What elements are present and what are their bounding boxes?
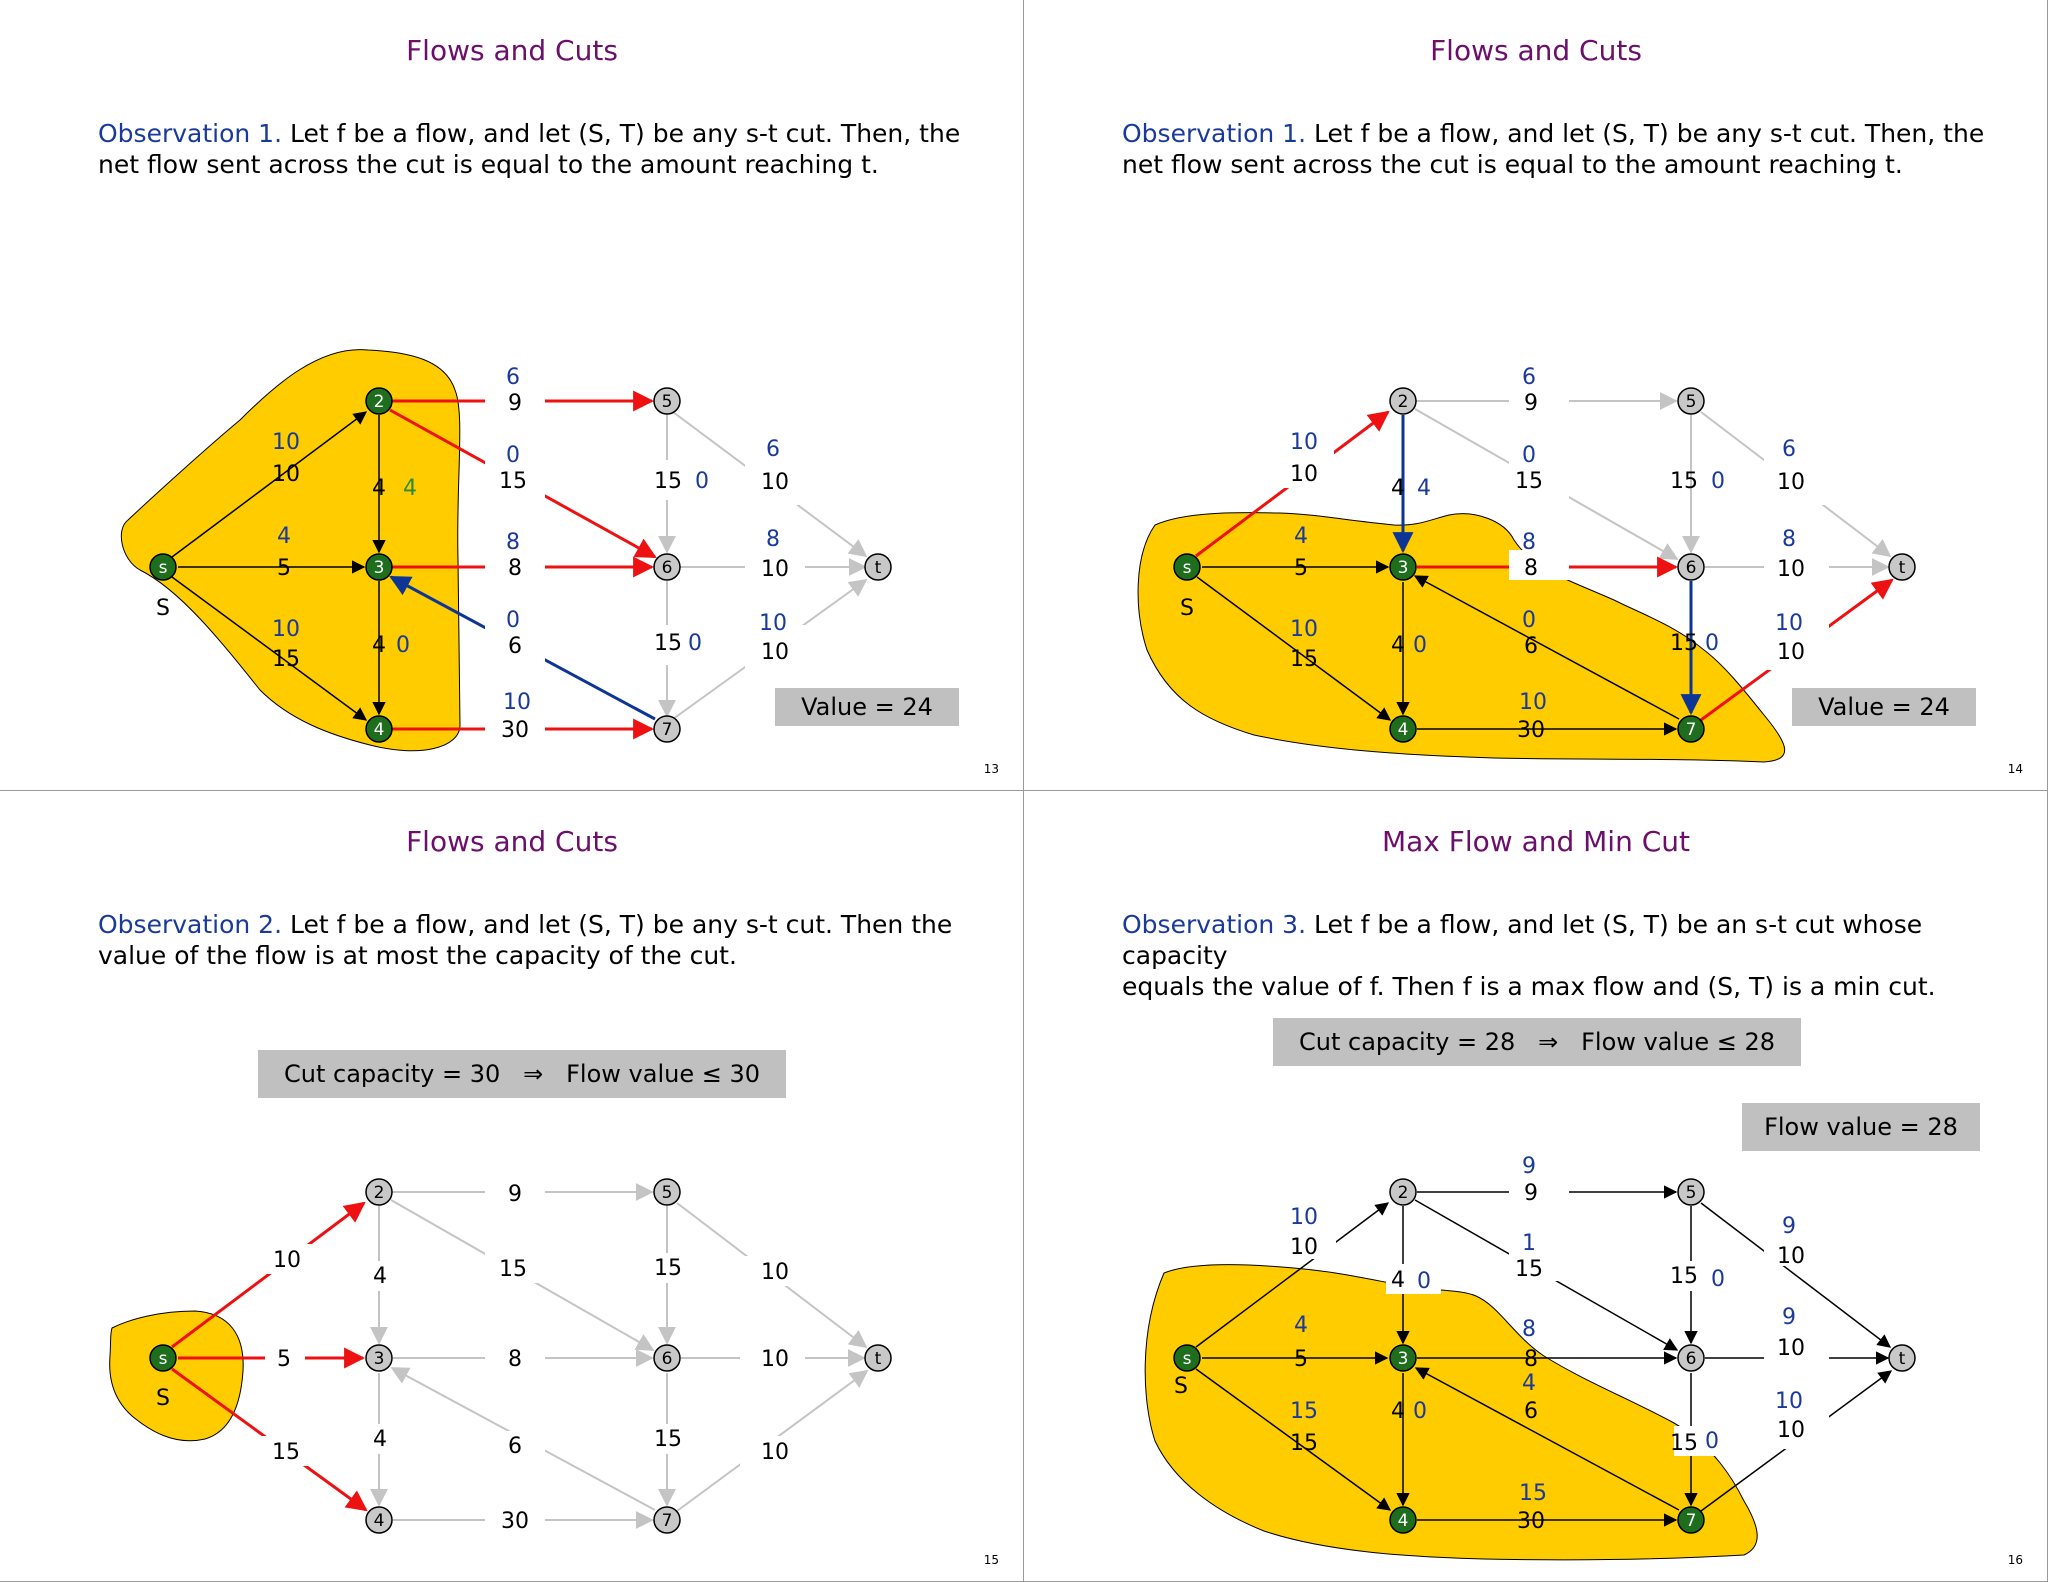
- observation-line2: net flow sent across the cut is equal to the amount reaching t.: [1122, 150, 1903, 179]
- label-23-cap: 4: [372, 476, 386, 501]
- node-4: [1390, 716, 1416, 742]
- label-47-cap: 30: [1517, 1509, 1545, 1534]
- node-6: [1678, 1345, 1704, 1371]
- node-4: [366, 716, 392, 742]
- observation-line2: equals the value of f. Then f is a max flow and (S, T) is a min cut.: [1122, 972, 1936, 1001]
- label-25-cap: 9: [1524, 391, 1538, 416]
- label-26-flow: 0: [506, 443, 520, 468]
- label-73-cap: 6: [508, 634, 522, 659]
- flow-network-diagram: [0, 0, 1024, 791]
- label-s4-cap: 15: [272, 647, 300, 672]
- label-26-cap: 15: [499, 1257, 527, 1282]
- label-s3-flow: 4: [277, 524, 291, 549]
- label-23-flow: 4: [403, 476, 417, 501]
- label-36-flow: 8: [1522, 1317, 1536, 1342]
- label-25-flow: 6: [506, 365, 520, 390]
- label-5t-flow: 6: [766, 437, 780, 462]
- node-2: [1390, 388, 1416, 414]
- label-6t-flow: 9: [1782, 1305, 1796, 1330]
- label-s2-cap: 10: [1290, 1235, 1318, 1260]
- label-23-cap: 4: [1391, 1268, 1405, 1293]
- label-s4-flow: 10: [272, 617, 300, 642]
- label-73-flow: 4: [1522, 1371, 1536, 1396]
- label-23-flow: 0: [1417, 1269, 1431, 1294]
- svg-text:6: 6: [1685, 558, 1697, 578]
- label-73-flow: 0: [1522, 608, 1536, 633]
- label-26-cap: 15: [1515, 469, 1543, 494]
- label-26-cap: 15: [1515, 1257, 1543, 1282]
- label-47-flow: 15: [1519, 1481, 1547, 1506]
- label-73-cap: 6: [508, 1434, 522, 1459]
- node-3: [366, 554, 392, 580]
- label-s2-flow: 10: [1290, 430, 1318, 455]
- svg-text:2: 2: [373, 392, 385, 412]
- cut-region: [110, 1311, 244, 1441]
- label-67-flow: 0: [1705, 631, 1719, 656]
- svg-text:5: 5: [1685, 392, 1697, 412]
- label-47-cap: 30: [501, 718, 529, 743]
- label-67-cap: 15: [1670, 631, 1698, 656]
- set-label: S: [1180, 596, 1194, 621]
- label-47-flow: 10: [1519, 690, 1547, 715]
- label-25-cap: 9: [508, 391, 522, 416]
- node-2: [1390, 1179, 1416, 1205]
- node-6: [654, 1345, 680, 1371]
- node-5: [654, 388, 680, 414]
- node-t: [1889, 554, 1915, 580]
- svg-text:6: 6: [661, 558, 673, 578]
- label-47-cap: 30: [1517, 718, 1545, 743]
- svg-text:t: t: [874, 1349, 882, 1369]
- label-67-flow: 0: [688, 631, 702, 656]
- label-s2-cap: 10: [273, 1248, 301, 1273]
- label-34-flow: 0: [1413, 1399, 1427, 1424]
- label-s2-cap: 10: [1290, 462, 1318, 487]
- node-t: [865, 1345, 891, 1371]
- label-7t-flow: 10: [1775, 611, 1803, 636]
- label-26-flow: 1: [1522, 1231, 1536, 1256]
- svg-text:7: 7: [1685, 1511, 1697, 1531]
- observation-line1: Let f be a flow, and let (S, T) be an s-t cut whose capacity: [1122, 910, 1923, 970]
- svg-text:3: 3: [1397, 1349, 1409, 1369]
- svg-text:s: s: [1182, 558, 1192, 578]
- label-s2-flow: 10: [272, 430, 300, 455]
- cut-capacity-box: Cut capacity = 30 ⇒ Flow value ≤ 30: [258, 1050, 786, 1098]
- svg-text:s: s: [1182, 1349, 1192, 1369]
- node-5: [654, 1179, 680, 1205]
- cut-capacity-box: Cut capacity = 28 ⇒ Flow value ≤ 28: [1273, 1018, 1801, 1066]
- svg-text:t: t: [1898, 1349, 1906, 1369]
- node-4: [366, 1507, 392, 1533]
- cut-region: [121, 350, 460, 751]
- label-73-cap: 6: [1524, 634, 1538, 659]
- label-67-cap: 15: [1670, 1431, 1698, 1456]
- node-7: [1678, 716, 1704, 742]
- svg-text:2: 2: [1397, 1183, 1409, 1203]
- label-25-flow: 9: [1522, 1154, 1536, 1179]
- label-47-flow: 10: [503, 690, 531, 715]
- label-s3-cap: 5: [1294, 1347, 1308, 1372]
- label-56-cap: 15: [1670, 469, 1698, 494]
- svg-text:3: 3: [1397, 558, 1409, 578]
- svg-text:4: 4: [373, 1511, 385, 1531]
- label-6t-cap: 10: [761, 1347, 789, 1372]
- label-36-cap: 8: [1524, 556, 1538, 581]
- node-t: [1889, 1345, 1915, 1371]
- node-3: [366, 1345, 392, 1371]
- slide-title: Flows and Cuts: [1430, 34, 1642, 67]
- label-7t-cap: 10: [761, 1440, 789, 1465]
- observation-line1: Let f be a flow, and let (S, T) be any s-t cut. Then, the: [282, 119, 961, 148]
- value-box: Value = 24: [1792, 688, 1976, 726]
- observation-lead: Observation 1.: [98, 119, 283, 148]
- label-34-cap: 4: [1391, 633, 1405, 658]
- label-26-flow: 0: [1522, 443, 1536, 468]
- node-6: [654, 554, 680, 580]
- label-5t-flow: 9: [1782, 1214, 1796, 1239]
- set-label: S: [156, 1386, 170, 1411]
- page-number: 14: [2007, 762, 2023, 776]
- label-s3-flow: 4: [1294, 1313, 1308, 1338]
- label-23-flow: 4: [1417, 476, 1431, 501]
- observation-line1: Let f be a flow, and let (S, T) be any s-t cut. Then the: [282, 910, 953, 939]
- node-s: [150, 554, 176, 580]
- label-6t-flow: 8: [1782, 527, 1796, 552]
- observation-line2: net flow sent across the cut is equal to the amount reaching t.: [98, 150, 879, 179]
- svg-text:7: 7: [661, 720, 673, 740]
- edge-s-2: [172, 1203, 364, 1347]
- label-36-cap: 8: [508, 1347, 522, 1372]
- flow-network-diagram: [1024, 791, 2048, 1582]
- label-7t-cap: 10: [1777, 1418, 1805, 1443]
- label-s3-cap: 5: [277, 556, 291, 581]
- node-s: [150, 1345, 176, 1371]
- svg-text:3: 3: [373, 558, 385, 578]
- value-box: Value = 24: [775, 688, 959, 726]
- slide-16: [1024, 791, 2048, 1582]
- label-36-flow: 8: [1522, 530, 1536, 555]
- slide-title: Flows and Cuts: [406, 825, 618, 858]
- svg-text:2: 2: [1397, 392, 1409, 412]
- node-s: [1174, 1345, 1200, 1371]
- label-s3-flow: 4: [1294, 524, 1308, 549]
- svg-text:2: 2: [373, 1183, 385, 1203]
- label-34-cap: 4: [373, 1427, 387, 1452]
- svg-text:5: 5: [1685, 1183, 1697, 1203]
- label-73-flow: 0: [506, 608, 520, 633]
- node-t: [865, 554, 891, 580]
- label-23-cap: 4: [373, 1264, 387, 1289]
- label-5t-flow: 6: [1782, 437, 1796, 462]
- svg-text:t: t: [1898, 558, 1906, 578]
- observation-lead: Observation 3.: [1122, 910, 1307, 939]
- flow-value-box: Flow value = 28: [1742, 1103, 1980, 1151]
- slide-15: [0, 791, 1024, 1582]
- svg-text:s: s: [158, 1349, 168, 1369]
- label-s3-cap: 5: [1294, 556, 1308, 581]
- node-s: [1174, 554, 1200, 580]
- label-6t-cap: 10: [761, 557, 789, 582]
- label-73-cap: 6: [1524, 1399, 1538, 1424]
- label-56-cap: 15: [1670, 1264, 1698, 1289]
- slide-14: [1024, 0, 2048, 791]
- node-6: [1678, 554, 1704, 580]
- label-s2-cap: 10: [272, 462, 300, 487]
- observation-lead: Observation 1.: [1122, 119, 1307, 148]
- label-25-cap: 9: [508, 1182, 522, 1207]
- label-36-cap: 8: [1524, 1347, 1538, 1372]
- node-7: [654, 716, 680, 742]
- svg-text:3: 3: [373, 1349, 385, 1369]
- node-2: [366, 1179, 392, 1205]
- label-25-cap: 9: [1524, 1181, 1538, 1206]
- label-6t-cap: 10: [1777, 557, 1805, 582]
- label-7t-flow: 10: [1775, 1389, 1803, 1414]
- label-7t-cap: 10: [1777, 640, 1805, 665]
- node-3: [1390, 554, 1416, 580]
- label-23-cap: 4: [1391, 476, 1405, 501]
- svg-text:4: 4: [1397, 720, 1409, 740]
- observation-line2: value of the flow is at most the capacity of the cut.: [98, 941, 737, 970]
- svg-text:5: 5: [661, 392, 673, 412]
- label-s3-cap: 5: [277, 1347, 291, 1372]
- label-26-cap: 15: [499, 469, 527, 494]
- label-56-cap: 15: [654, 1256, 682, 1281]
- svg-text:4: 4: [373, 720, 385, 740]
- svg-text:7: 7: [1685, 720, 1697, 740]
- label-34-cap: 4: [372, 633, 386, 658]
- label-6t-flow: 8: [766, 527, 780, 552]
- node-2: [366, 388, 392, 414]
- label-s2-flow: 10: [1290, 1205, 1318, 1230]
- node-5: [1678, 388, 1704, 414]
- label-s4-cap: 15: [1290, 647, 1318, 672]
- label-36-flow: 8: [506, 530, 520, 555]
- label-s4-flow: 10: [1290, 617, 1318, 642]
- label-67-cap: 15: [654, 631, 682, 656]
- label-56-flow: 0: [695, 469, 709, 494]
- label-6t-cap: 10: [1777, 1336, 1805, 1361]
- label-67-cap: 15: [654, 1427, 682, 1452]
- observation-line1: Let f be a flow, and let (S, T) be any s-t cut. Then, the: [1306, 119, 1985, 148]
- label-34-cap: 4: [1391, 1399, 1405, 1424]
- label-s4-flow: 15: [1290, 1399, 1318, 1424]
- page-number: 13: [983, 762, 999, 776]
- svg-text:5: 5: [661, 1183, 673, 1203]
- label-7t-flow: 10: [759, 611, 787, 636]
- flow-network-diagram: [1024, 0, 2048, 791]
- label-67-flow: 0: [1705, 1429, 1719, 1454]
- label-56-flow: 0: [1711, 469, 1725, 494]
- node-7: [1678, 1507, 1704, 1533]
- label-5t-cap: 10: [1777, 1244, 1805, 1269]
- label-s4-cap: 15: [1290, 1431, 1318, 1456]
- svg-text:6: 6: [1685, 1349, 1697, 1369]
- node-5: [1678, 1179, 1704, 1205]
- label-5t-cap: 10: [761, 470, 789, 495]
- slide-title: Flows and Cuts: [406, 34, 618, 67]
- set-label: S: [156, 596, 170, 621]
- page-number: 15: [983, 1553, 999, 1567]
- label-25-flow: 6: [1522, 365, 1536, 390]
- node-4: [1390, 1507, 1416, 1533]
- label-5t-cap: 10: [761, 1260, 789, 1285]
- label-56-flow: 0: [1711, 1267, 1725, 1292]
- slide-13: [0, 0, 1024, 791]
- observation-lead: Observation 2.: [98, 910, 283, 939]
- label-56-cap: 15: [654, 469, 682, 494]
- node-7: [654, 1507, 680, 1533]
- set-label: S: [1174, 1374, 1188, 1399]
- page-number: 16: [2007, 1553, 2023, 1567]
- svg-text:t: t: [874, 558, 882, 578]
- label-s4-cap: 15: [272, 1440, 300, 1465]
- label-5t-cap: 10: [1777, 470, 1805, 495]
- svg-text:7: 7: [661, 1511, 673, 1531]
- slide-title: Max Flow and Min Cut: [1381, 825, 1691, 858]
- label-34-flow: 0: [396, 633, 410, 658]
- node-3: [1390, 1345, 1416, 1371]
- label-34-flow: 0: [1413, 633, 1427, 658]
- label-7t-cap: 10: [761, 640, 789, 665]
- svg-text:6: 6: [661, 1349, 673, 1369]
- flow-network-diagram: [0, 791, 1024, 1582]
- label-47-cap: 30: [501, 1509, 529, 1534]
- svg-text:s: s: [158, 558, 168, 578]
- svg-text:4: 4: [1397, 1511, 1409, 1531]
- cut-region: [1145, 1265, 1757, 1560]
- label-36-cap: 8: [508, 556, 522, 581]
